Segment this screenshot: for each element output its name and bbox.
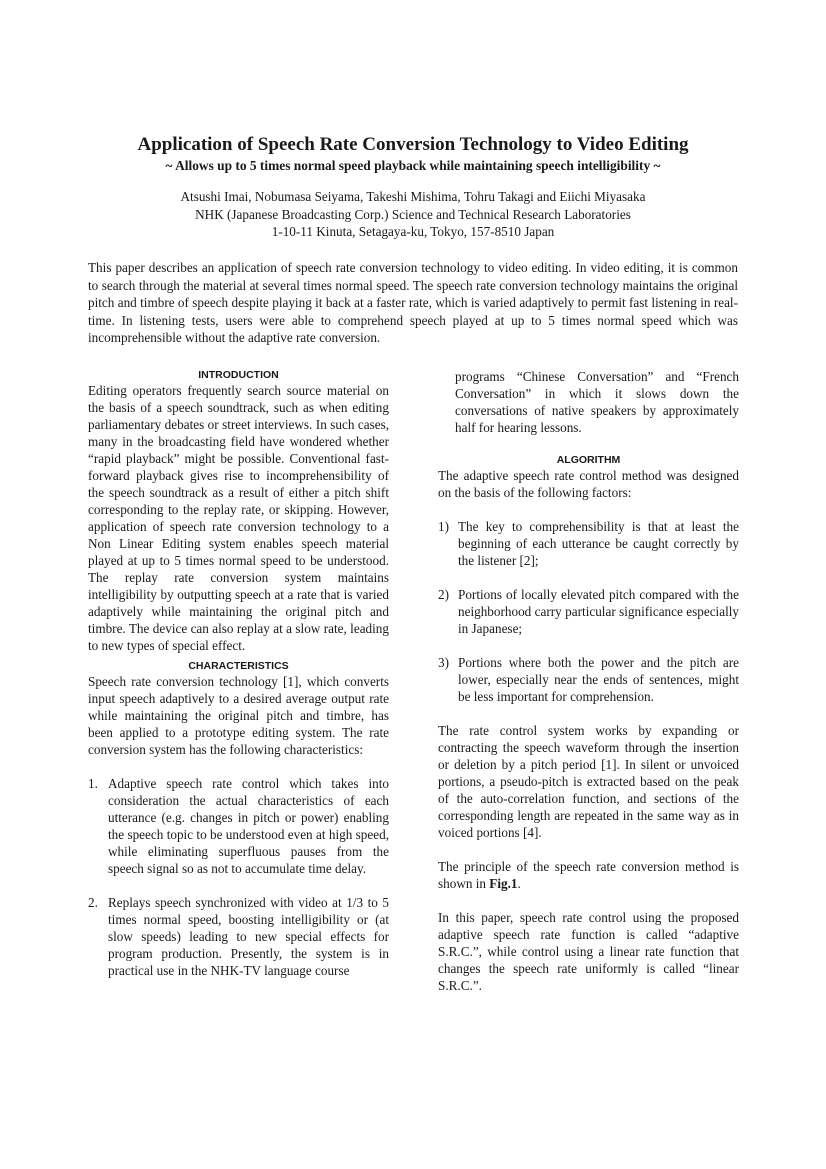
left-column bbox=[88, 368, 389, 979]
figure-reference-link: Fig.1 bbox=[489, 876, 518, 891]
algorithm-list bbox=[438, 518, 739, 705]
author-block bbox=[0, 188, 826, 241]
paper-title: Application of Speech Rate Conversion Technology to Video Editing bbox=[137, 134, 689, 155]
list-item bbox=[88, 894, 389, 979]
list-item-text: Adaptive speech rate control which takes into consideration the actual characteristics of each utterance (e.g. changes in pitch or power) enabling the speech topic to be understood even at high speed, while eliminating superfluous pauses from the speech signal so as not to accumulate time delay. bbox=[108, 776, 389, 876]
list-item bbox=[88, 775, 389, 877]
algorithm-paragraph-definitions: In this paper, speech rate control using the proposed adaptive speech rate function is called “adaptive S.R.C.”, while control using a linear rate function that changes the speech rate uniformly is called “linear S.R.C.”. bbox=[438, 910, 739, 993]
introduction-text: Editing operators frequently search source material on the basis of a speech soundtrack, such as when editing parliamentary debates or street interviews. In such cases, many in the broadcasting field have wondered whether “rapid playback” might be possible. Conventional fast-forward playback gives rise to incomprehensibility of the speech soundtrack as a result of either a pitch shift corresponding to the replay rate, or skipping. However, application of speech rate conversion technology to a Non Linear Editing system enables speech material played at up to 5 times normal speed to be understood. The replay rate conversion system maintains intelligibility by outputting speech at a rate that is varied adaptively while maintaining the original pitch and timbre. The device can also replay at a slow rate, leading to new types of special effect. bbox=[88, 383, 389, 653]
author-list: Atsushi Imai, Nobumasa Seiyama, Takeshi Mishima, Tohru Takagi and Eiichi Miyasaka bbox=[180, 189, 646, 204]
list-item-number: 1. bbox=[88, 776, 98, 791]
list-item bbox=[438, 586, 739, 637]
list-item bbox=[438, 654, 739, 705]
characteristics-intro: Speech rate conversion technology [1], which converts input speech adaptively to a desired average output rate while maintaining the original pitch and timbre, has been applied to a prototype editing system. The rate conversion system has the following characteristics: bbox=[88, 674, 389, 757]
list-item-text: Replays speech synchronized with video at 1/3 to 5 times normal speed, boosting intelligibility or (at slow speeds) leading to new special effects for program production. Presently, the system is in practical use in the NHK-TV language course bbox=[108, 895, 389, 978]
algorithm-intro: The adaptive speech rate control method was designed on the basis of the following factors: bbox=[438, 468, 739, 500]
list-item-number: 3) bbox=[438, 655, 449, 670]
list-item-number: 1) bbox=[438, 519, 449, 534]
affiliation: NHK (Japanese Broadcasting Corp.) Science and Technical Research Laboratories bbox=[195, 206, 631, 222]
list-item-text: The key to comprehensibility is that at least the beginning of each utterance be caught correctly by the listener [2]; bbox=[458, 519, 739, 568]
figure-ref-prefix: The principle of the speech rate conversion method is shown in bbox=[438, 859, 739, 891]
algorithm-heading: ALGORITHM bbox=[556, 454, 621, 466]
list-item-text: Portions of locally elevated pitch compared with the neighborhood carry particular significance especially in Japanese; bbox=[458, 587, 739, 636]
algorithm-paragraph-figure-ref bbox=[438, 858, 739, 892]
list-item bbox=[438, 518, 739, 569]
address: 1-10-11 Kinuta, Setagaya-ku, Tokyo, 157-8510 Japan bbox=[271, 224, 555, 239]
abstract: This paper describes an application of speech rate conversion technology to video editing. In video editing, it is common to search through the material at several times normal speed. The speech rate conversion technology maintains the original pitch and timbre of speech despite playing it back at a faster rate, which is varied adaptively to permit fast listening in real-time. In listening tests, users were able to comprehend speech played at up to 5 times normal speed which was incomprehensible without the adaptive rate conversion. bbox=[88, 260, 738, 345]
list-item-number: 2. bbox=[88, 895, 98, 910]
figure-ref-suffix: . bbox=[517, 876, 521, 891]
characteristics-list bbox=[88, 775, 389, 979]
list-item-number: 2) bbox=[438, 587, 449, 602]
paper-subtitle: ~ Allows up to 5 times normal speed playback while maintaining speech intelligibility ~ bbox=[165, 158, 661, 173]
algorithm-paragraph-rate-control: The rate control system works by expanding or contracting the speech waveform through the insertion or deletion by a pitch period [1]. In silent or unvoiced portions, a pseudo-pitch is extracted based on the peak of the auto-correlation function, and sections of the corresponding length are repeated in the same way as in voiced portions [4]. bbox=[438, 723, 739, 840]
list-item-text: Portions where both the power and the pitch are lower, especially near the ends of sentences, might be less important for comprehension. bbox=[458, 655, 739, 704]
characteristics-continuation: programs “Chinese Conversation” and “French Conversation” in which it slows down the conversations of native speakers by approximately half for hearing lessons. bbox=[455, 369, 739, 435]
characteristics-heading: CHARACTERISTICS bbox=[188, 660, 289, 672]
right-column bbox=[438, 368, 739, 994]
introduction-heading: INTRODUCTION bbox=[198, 369, 279, 381]
